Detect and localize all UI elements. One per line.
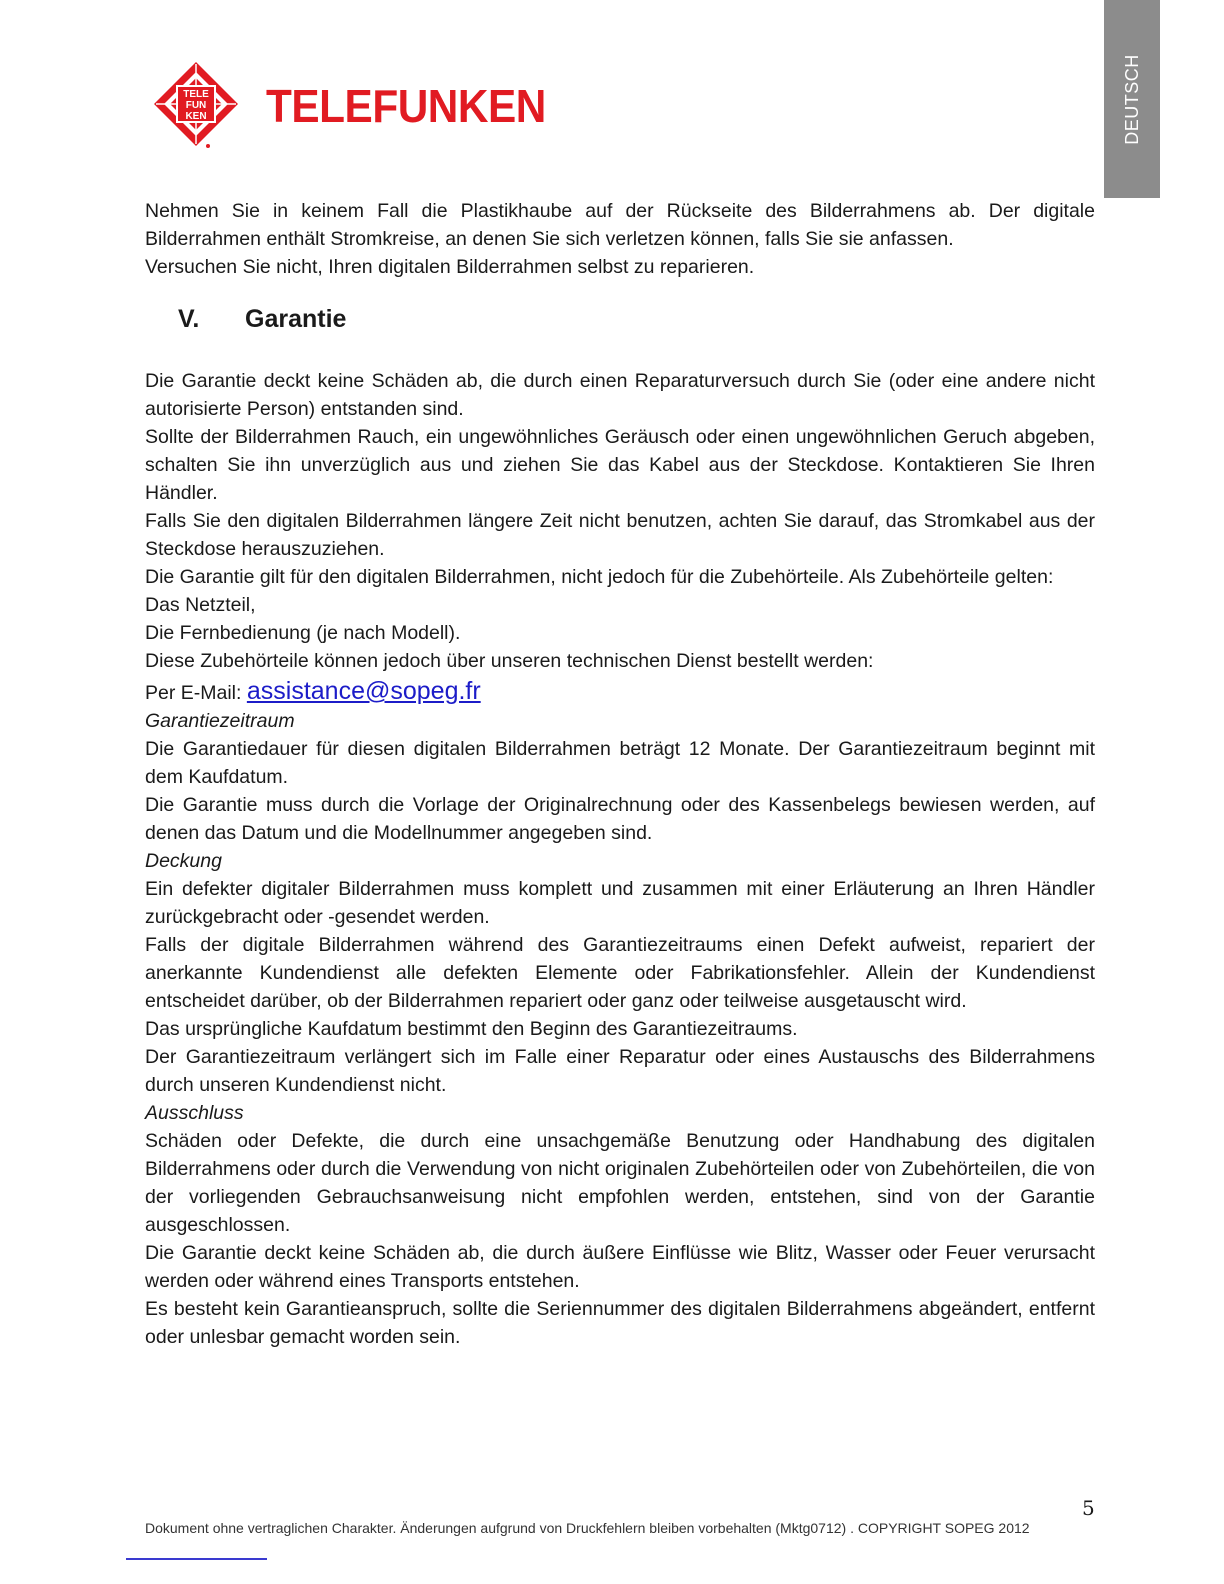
intro-paragraph-2: Versuchen Sie nicht, Ihren digitalen Bilderrahmen selbst zu reparieren. (145, 256, 755, 278)
language-tab-label: DEUTSCH (1121, 53, 1142, 145)
email-label: Per E-Mail: (145, 682, 247, 704)
garantie-paragraph: Sollte der Bilderrahmen Rauch, ein ungewöhnliches Geräusch oder einen ungewöhnlichen Geruch abgeben, schalten Sie ihn unverzüglich aus und ziehen Sie das Kabel aus der Steckdose. Kontaktieren Sie Ihren Händler. (145, 426, 1095, 504)
page-number: 5 (1082, 1496, 1095, 1520)
garantie-paragraph: Die Garantie gilt für den digitalen Bilderrahmen, nicht jedoch für die Zubehörteile. Als Zubehörteile gelten: (145, 566, 1054, 588)
logo-wordmark: TELEFUNKEN (266, 80, 546, 132)
accessory-item: Das Netzteil, (145, 594, 256, 616)
garantie-paragraph: Diese Zubehörteile können jedoch über unseren technischen Dienst bestellt werden: (145, 650, 874, 672)
deckung-paragraph: Das ursprüngliche Kaufdatum bestimmt den Beginn des Garantiezeitraums. (145, 1018, 798, 1040)
garantiezeitraum-heading: Garantiezeitraum (145, 710, 295, 732)
emblem-line-2: FUN (185, 100, 207, 111)
intro-paragraph-1: Nehmen Sie in keinem Fall die Plastikhaube auf der Rückseite des Bilderrahmens ab. Der digitale Bilderrahmen enthält Stromkreise, an denen Sie sich verletzen können, falls Sie sie anfassen. (145, 200, 1095, 250)
email-line (145, 675, 1095, 707)
ausschluss-paragraph: Die Garantie deckt keine Schäden ab, die durch äußere Einflüsse wie Blitz, Wasser oder Feuer verursacht werden oder während eines Transports entstehen. (145, 1242, 1095, 1292)
ausschluss-paragraph: Schäden oder Defekte, die durch eine unsachgemäße Benutzung oder Handhabung des digitalen Bilderrahmens oder durch die Verwendung von nicht originalen Zubehörteilen oder von Zubehörteilen, die von der vorliegenden Gebrauchsanweisung nicht empfohlen werden, entstehen, sind von der Garantie ausgeschlossen. (145, 1130, 1095, 1236)
deckung-paragraph: Ein defekter digitaler Bilderrahmen muss komplett und zusammen mit einer Erläuterung an Ihren Händler zurückgebracht oder -gesendet werden. (145, 878, 1095, 928)
deckung-heading: Deckung (145, 850, 222, 872)
emblem-line-1: TELE (183, 89, 209, 100)
ausschluss-heading: Ausschluss (145, 1102, 244, 1124)
email-link[interactable]: assistance@sopeg.fr (246, 677, 481, 705)
section-title: Garantie (245, 305, 347, 333)
footer-divider (126, 1558, 267, 1560)
garantie-paragraph: Die Garantie deckt keine Schäden ab, die durch einen Reparaturversuch durch Sie (oder eine andere nicht autorisierte Person) entstanden sind. (145, 370, 1095, 420)
telefunken-emblem-icon (152, 60, 240, 152)
garantie-paragraph: Falls Sie den digitalen Bilderrahmen längere Zeit nicht benutzen, achten Sie darauf, das Stromkabel aus der Steckdose herauszuziehen. (145, 510, 1095, 560)
language-tab (1104, 0, 1160, 198)
section-number: V. (178, 305, 200, 333)
telefunken-logo (152, 60, 570, 152)
section-heading (178, 301, 1095, 337)
ausschluss-paragraph: Es besteht kein Garantieanspruch, sollte die Seriennummer des digitalen Bilderrahmens abgeändert, entfernt oder unlesbar gemacht worden sein. (145, 1298, 1095, 1348)
accessory-item: Die Fernbedienung (je nach Modell). (145, 622, 461, 644)
footer-disclaimer: Dokument ohne vertraglichen Charakter. Änderungen aufgrund von Druckfehlern bleiben vorbehalten (Mktg0712) . COPYRIGHT SOPEG 2012 (145, 1520, 1030, 1536)
emblem-line-3: KEN (185, 111, 207, 122)
page-content (145, 197, 1095, 1351)
deckung-paragraph: Der Garantiezeitraum verlängert sich im Falle einer Reparatur oder eines Austauschs des Bilderrahmens durch unseren Kundendienst nicht. (145, 1046, 1095, 1096)
garantiezeitraum-paragraph: Die Garantiedauer für diesen digitalen Bilderrahmen beträgt 12 Monate. Der Garantiezeitraum beginnt mit dem Kaufdatum. (145, 738, 1095, 788)
deckung-paragraph: Falls der digitale Bilderrahmen während des Garantiezeitraums einen Defekt aufweist, repariert der anerkannte Kundendienst alle defekten Elemente oder Fabrikationsfehler. Allein der Kundendienst entscheidet darüber, ob der Bilderrahmen repariert oder ganz oder teilweise ausgetauscht wird. (145, 934, 1095, 1012)
garantiezeitraum-paragraph: Die Garantie muss durch die Vorlage der Originalrechnung oder des Kassenbelegs bewiesen werden, auf denen das Datum und die Modellnummer angegeben sind. (145, 794, 1095, 844)
